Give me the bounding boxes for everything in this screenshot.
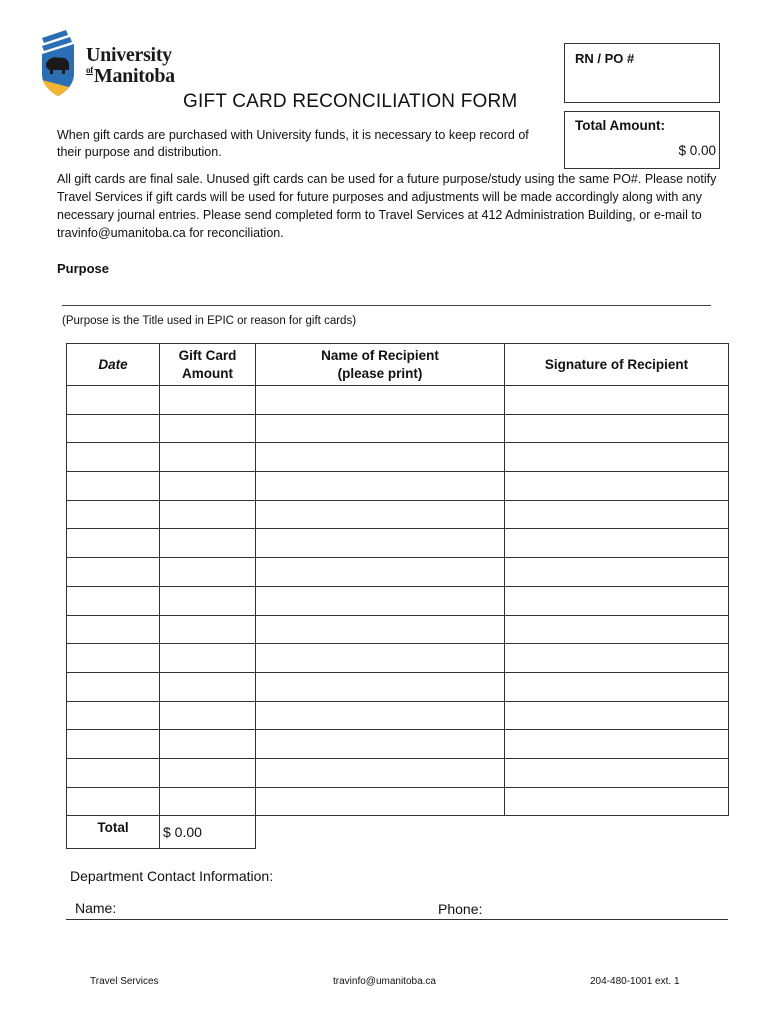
table-row	[67, 443, 729, 472]
contact-input-line[interactable]	[66, 919, 728, 920]
header-recipient-name	[256, 344, 505, 386]
recipient-name-cell[interactable]	[256, 472, 505, 501]
table-row	[67, 615, 729, 644]
recipient-name-cell[interactable]	[256, 672, 505, 701]
table-row	[67, 500, 729, 529]
logo-wordmark-manitoba: Manitoba	[93, 65, 175, 87]
amount-cell[interactable]	[160, 586, 256, 615]
contact-heading: Department Contact Information:	[70, 868, 274, 884]
table-row	[67, 386, 729, 415]
signature-cell[interactable]	[505, 472, 729, 501]
purpose-label: Purpose	[57, 261, 110, 276]
date-cell[interactable]	[67, 586, 160, 615]
date-cell[interactable]	[67, 758, 160, 787]
logo-wordmark-of: of	[86, 65, 93, 75]
amount-cell[interactable]	[160, 500, 256, 529]
rnpo-label: RN / PO #	[575, 51, 635, 66]
date-cell[interactable]	[67, 472, 160, 501]
recipient-name-cell[interactable]	[256, 730, 505, 759]
header-signature: Signature of Recipient	[505, 344, 729, 386]
signature-cell[interactable]	[505, 787, 729, 816]
date-cell[interactable]	[67, 644, 160, 673]
table-total-label: Total	[67, 816, 160, 849]
table-row	[67, 730, 729, 759]
amount-cell[interactable]	[160, 472, 256, 501]
date-cell[interactable]	[67, 615, 160, 644]
table-row	[67, 701, 729, 730]
amount-cell[interactable]	[160, 414, 256, 443]
amount-cell[interactable]	[160, 443, 256, 472]
amount-cell[interactable]	[160, 701, 256, 730]
date-cell[interactable]	[67, 672, 160, 701]
recipient-name-cell[interactable]	[256, 701, 505, 730]
signature-cell[interactable]	[505, 414, 729, 443]
table-row	[67, 414, 729, 443]
intro-text: When gift cards are purchased with University funds, it is necessary to keep record of their purpose and distribution.	[57, 128, 529, 159]
contact-phone-label: Phone:	[438, 901, 483, 917]
recipient-name-cell[interactable]	[256, 558, 505, 587]
date-cell[interactable]	[67, 787, 160, 816]
amount-cell[interactable]	[160, 386, 256, 415]
total-amount-value[interactable]: $ 0.00	[678, 143, 716, 158]
date-cell[interactable]	[67, 558, 160, 587]
recipient-name-cell[interactable]	[256, 443, 505, 472]
footer-phone: 204-480-1001 ext. 1	[590, 976, 680, 987]
logo-wordmark-line2	[86, 65, 175, 88]
table-body	[67, 386, 729, 849]
date-cell[interactable]	[67, 701, 160, 730]
contact-name-label: Name:	[75, 900, 117, 916]
signature-cell[interactable]	[505, 644, 729, 673]
purpose-note: (Purpose is the Title used in EPIC or reason for gift cards)	[62, 315, 357, 327]
amount-cell[interactable]	[160, 644, 256, 673]
footer-email: travinfo@umanitoba.ca	[333, 976, 436, 987]
header-name-line2: (please print)	[337, 365, 423, 381]
date-cell[interactable]	[67, 529, 160, 558]
table-row	[67, 644, 729, 673]
gift-card-table	[66, 343, 729, 849]
recipient-name-cell[interactable]	[256, 787, 505, 816]
amount-cell[interactable]	[160, 730, 256, 759]
recipient-name-cell[interactable]	[256, 386, 505, 415]
table-row	[67, 672, 729, 701]
amount-cell[interactable]	[160, 787, 256, 816]
table-total-blank	[505, 816, 729, 849]
signature-cell[interactable]	[505, 615, 729, 644]
signature-cell[interactable]	[505, 672, 729, 701]
table-row	[67, 787, 729, 816]
signature-cell[interactable]	[505, 701, 729, 730]
form-title: GIFT CARD RECONCILIATION FORM	[183, 91, 518, 112]
date-cell[interactable]	[67, 500, 160, 529]
recipient-name-cell[interactable]	[256, 586, 505, 615]
recipient-name-cell[interactable]	[256, 758, 505, 787]
header-amount-line2: Amount	[182, 365, 233, 381]
date-cell[interactable]	[67, 443, 160, 472]
table-row	[67, 558, 729, 587]
signature-cell[interactable]	[505, 730, 729, 759]
table-row	[67, 586, 729, 615]
recipient-name-cell[interactable]	[256, 500, 505, 529]
total-amount-box	[564, 111, 720, 169]
table-row	[67, 529, 729, 558]
signature-cell[interactable]	[505, 529, 729, 558]
date-cell[interactable]	[67, 730, 160, 759]
signature-cell[interactable]	[505, 443, 729, 472]
amount-cell[interactable]	[160, 758, 256, 787]
table-row	[67, 758, 729, 787]
date-cell[interactable]	[67, 414, 160, 443]
table-row	[67, 472, 729, 501]
table-total-blank	[256, 816, 505, 849]
recipient-name-cell[interactable]	[256, 414, 505, 443]
amount-cell[interactable]	[160, 558, 256, 587]
amount-cell[interactable]	[160, 615, 256, 644]
signature-cell[interactable]	[505, 558, 729, 587]
signature-cell[interactable]	[505, 586, 729, 615]
table-header-row	[67, 344, 729, 386]
rnpo-field[interactable]	[564, 43, 720, 103]
header-amount-line1: Gift Card	[178, 347, 237, 363]
footer-department: Travel Services	[90, 976, 159, 987]
recipient-name-cell[interactable]	[256, 644, 505, 673]
university-logo	[38, 30, 188, 100]
logo-wordmark-line1: University	[86, 44, 172, 66]
purpose-input-line[interactable]	[62, 305, 711, 306]
bison-shield-icon	[38, 30, 80, 98]
recipient-name-cell[interactable]	[256, 529, 505, 558]
recipient-name-cell[interactable]	[256, 615, 505, 644]
signature-cell[interactable]	[505, 758, 729, 787]
amount-cell[interactable]	[160, 529, 256, 558]
date-cell[interactable]	[67, 386, 160, 415]
header-date: Date	[67, 344, 160, 386]
table-total-row	[67, 816, 729, 849]
notice-text: All gift cards are final sale. Unused gift cards can be used for a future purpose/study using the same PO#. Please notify Travel Services if gift cards will be used for future purposes and adjustments will be made accordingly along with any necessary journal entries. Please send completed form to Travel Services at 412 Administration Building, or e-mail to travinfo@umanitoba.ca for reconciliation.	[57, 172, 717, 240]
header-name-line1: Name of Recipient	[321, 347, 439, 363]
signature-cell[interactable]	[505, 500, 729, 529]
total-amount-label: Total Amount:	[575, 118, 665, 133]
table-total-value[interactable]: $ 0.00	[160, 816, 256, 849]
signature-cell[interactable]	[505, 386, 729, 415]
amount-cell[interactable]	[160, 672, 256, 701]
header-amount	[160, 344, 256, 386]
